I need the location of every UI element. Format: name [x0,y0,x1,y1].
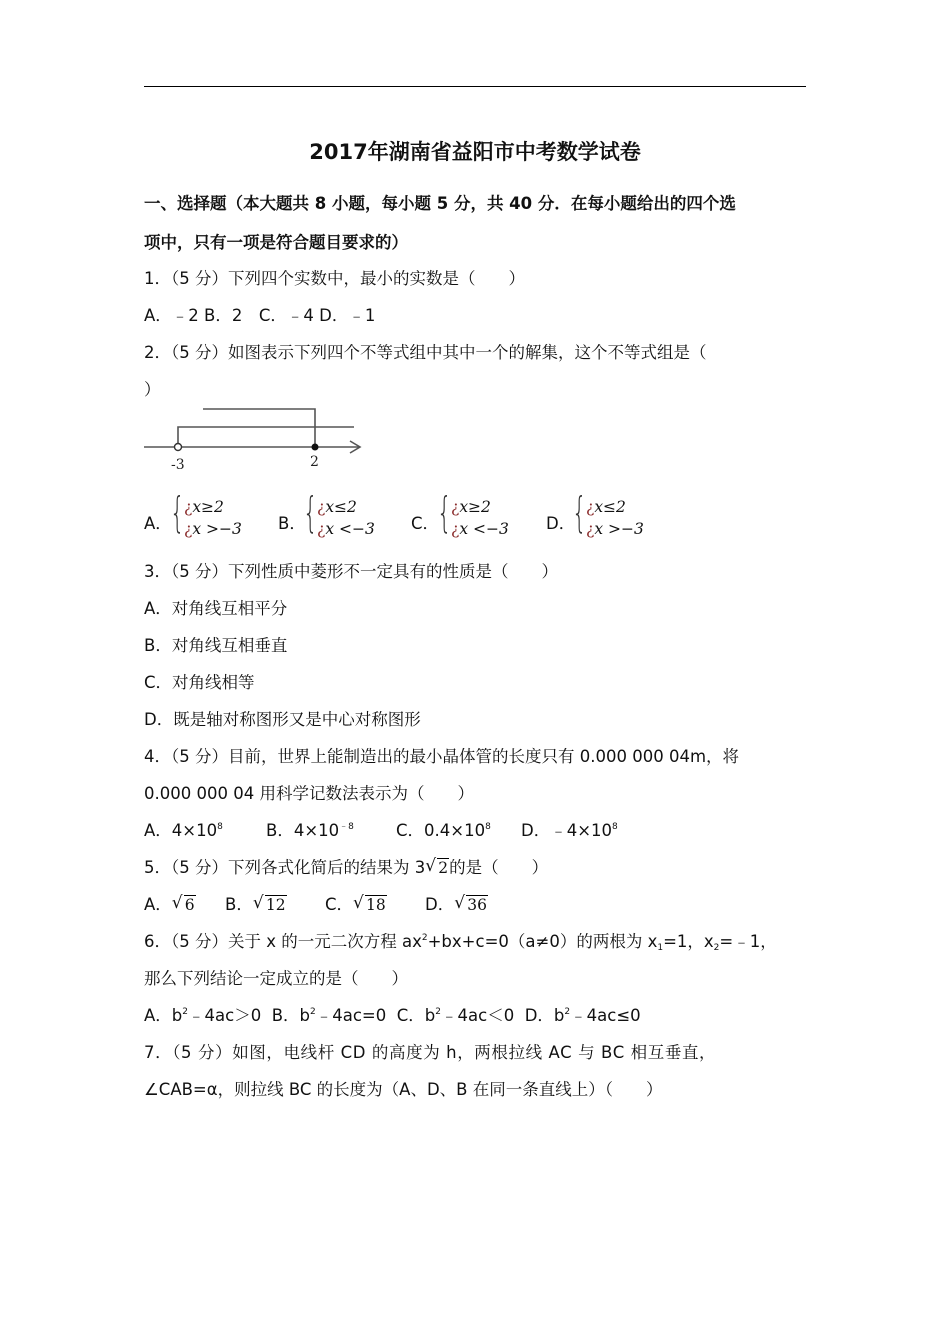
brace-icon: { [572,488,587,537]
q3-stem: 3．（5 分）下列性质中菱形不一定具有的性质是（ ） [144,562,558,581]
q2-stem-line1: 2．（5 分）如图表示下列四个不等式组中其中一个的解集，这个不等式组是（ [144,343,707,362]
solution-bracket-right [203,409,315,447]
brace-icon: { [437,488,452,537]
solution-bracket-left [178,427,354,447]
sqrt-icon: √ 2 [425,856,449,877]
section-heading-line1: 一、选择题（本大题共 8 小题，每小题 5 分，共 40 分．在每小题给出的四个选 [144,194,736,213]
q7-stem-line1: 7．（5 分）如图，电线杆 CD 的高度为 h，两根拉线 AC 与 BC 相互垂直， [144,1043,717,1062]
q2-option-b-label: B． [278,514,306,533]
q4-option-c: C．$0.4\times 10^8$ [396,821,491,840]
q6-stem-line2: 那么下列结论一定成立的是（ ） [144,969,408,988]
q1-options: A．﹣2 B．2 C．﹣4 D．﹣1 [144,306,376,325]
closed-point-right [312,444,319,451]
q6-options: A．$b^2﹣4ac>0$ B．$b^2﹣4ac=0$ C．$b^2﹣4ac<0$ D．$b^2﹣4ac\le 0$ [144,1006,641,1025]
q5-option-c: C． √ 18 [325,893,386,914]
q4-option-b: B．$4\times 10^{﹣8}$ [266,821,354,840]
q2-stem-line2: ） [144,380,161,399]
q2-option-c-label: C． [411,514,440,533]
q2-option-d-label: D． [546,514,576,533]
q4-stem-line1: 4．（5 分）目前，世界上能制造出的最小晶体管的长度只有 0.000 000 04m，将 [144,747,740,766]
q5-stem: 5．（5 分）下列各式化简后的结果为 3 √ 2的是（ ） [144,856,549,877]
q7-stem-line2: ∠CAB=α，则拉线 BC 的长度为（A、D、B 在同一条直线上）（ ） [144,1080,663,1099]
q4-option-a: A．$4\times 10^8$ [144,821,223,840]
sqrt-icon: √ 18 [353,893,386,914]
q5-option-b: B． √ 12 [225,893,286,914]
q4-option-d: D．$﹣4\times 10^8$ [521,821,618,840]
label-two: 2 [310,454,319,470]
q3-option-c: C．对角线相等 [144,673,255,692]
q2-option-a-label: A． [144,514,172,533]
sqrt-icon: √ 6 [171,893,195,914]
q3-option-d: D．既是轴对称图形又是中心对称图形 [144,710,421,729]
sqrt-icon: √ 36 [454,893,487,914]
brace-icon: { [303,488,318,537]
q3-option-a: A．对角线互相平分 [144,599,288,618]
section-heading-line2: 项中，只有一项是符合题目要求的） [144,233,408,252]
q5-option-a: A． √ 6 [144,893,195,914]
q5-option-d: D． √ 36 [425,893,487,914]
q3-option-b: B．对角线互相垂直 [144,636,288,655]
label-minus-three: -3 [171,457,185,473]
q1-stem: 1．（5 分）下列四个实数中，最小的实数是（ ） [144,269,525,288]
q4-stem-line2: 0.000 000 04 用科学记数法表示为（ ） [144,784,474,803]
sqrt-icon: √ 12 [252,893,286,914]
brace-icon: { [170,488,185,537]
number-line-figure [140,400,380,475]
page-title: 2017年湖南省益阳市中考数学试卷 [309,140,641,164]
open-point-left [175,444,182,451]
header-rule [144,86,806,87]
q6-stem-line1: 6．（5 分）关于 x 的一元二次方程 $ax^2+bx+c=0(a\ne 0)$的两根为 $x_1=1$，$x_2=﹣1$， [144,932,777,953]
